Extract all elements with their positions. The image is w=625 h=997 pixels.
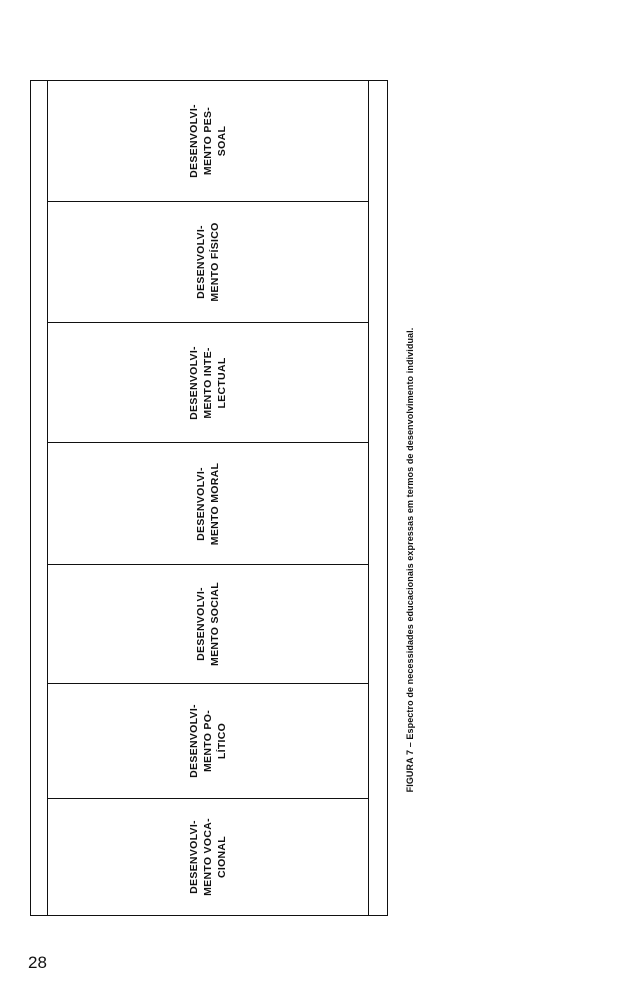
cell-label-line: DESENVOLVI-	[188, 704, 200, 778]
cell-desenvolvimento-social	[48, 564, 368, 683]
cell-desenvolvimento-fisico	[48, 201, 368, 322]
cell-desenvolvimento-pessoal	[48, 81, 368, 201]
cell-label-line: MENTO VOCA-	[202, 817, 214, 896]
cell-label	[194, 222, 222, 301]
cell-label	[187, 818, 229, 896]
cell-label-line: MENTO FÍSICO	[209, 222, 221, 302]
cell-label	[194, 462, 222, 544]
cell-label-line: CIONAL	[216, 835, 228, 878]
cell-desenvolvimento-moral	[48, 442, 368, 564]
cell-label-line: SOAL	[216, 125, 228, 157]
cell-label	[187, 104, 229, 178]
cell-label-line: DESENVOLVI-	[195, 466, 207, 541]
cell-label	[187, 346, 229, 420]
cell-label-line: LECTUAL	[216, 356, 228, 409]
cell-label-line: DESENVOLVI-	[195, 225, 207, 299]
cell-label-line: MENTO INTE-	[202, 346, 214, 419]
figure-table	[47, 81, 369, 915]
figure-frame	[30, 80, 388, 916]
cell-label-line: MENTO PES-	[202, 106, 214, 176]
cell-label-line: LÍTICO	[216, 722, 228, 760]
cell-label-line: MENTO MORAL	[209, 462, 221, 545]
cell-label-line: MENTO SOCIAL	[209, 582, 221, 666]
page-number: 28	[28, 953, 47, 972]
cell-label	[187, 704, 229, 778]
cell-desenvolvimento-vocacional	[48, 798, 368, 914]
cell-desenvolvimento-intelectual	[48, 322, 368, 442]
cell-label-line: DESENVOLVI-	[188, 819, 200, 894]
figure-caption: FIGURA 7 – Espectro de necessidades educacionais expressas em termos de desenvolvimento individual.	[405, 327, 415, 793]
cell-label-line: MENTO PO-	[202, 709, 214, 773]
cell-desenvolvimento-politico	[48, 683, 368, 798]
cell-label-line: DESENVOLVI-	[195, 587, 207, 661]
cell-label	[194, 582, 222, 666]
cell-label-line: DESENVOLVI-	[188, 104, 200, 178]
cell-label-line: DESENVOLVI-	[188, 345, 200, 420]
